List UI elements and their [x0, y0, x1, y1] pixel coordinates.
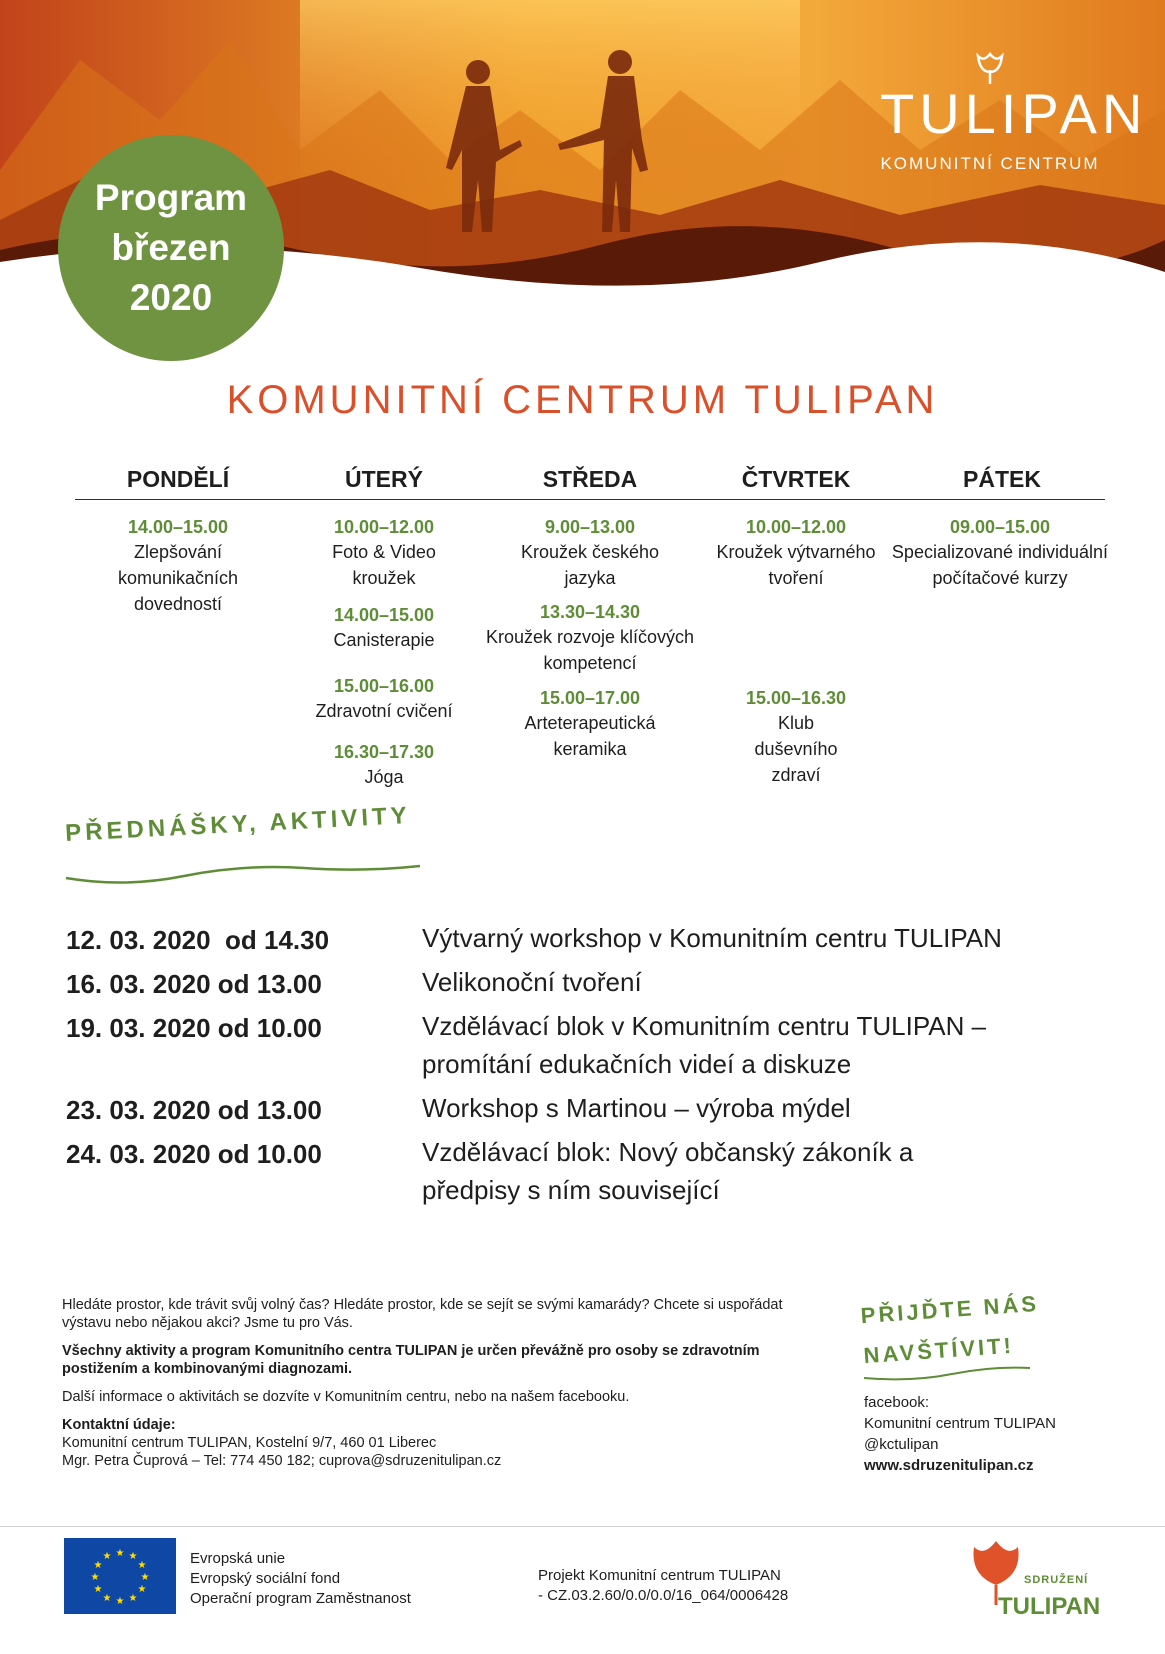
- schedule-desc: Kroužek českého jazyka: [520, 542, 660, 588]
- schedule-item: [68, 515, 288, 617]
- svg-text:★: ★: [90, 1572, 100, 1583]
- brand2-name: TULIPAN: [998, 1593, 1101, 1620]
- svg-text:★: ★: [115, 1548, 125, 1559]
- svg-text:★: ★: [93, 1560, 103, 1571]
- project-line2: - CZ.03.2.60/0.0/0.0/16_064/0006428: [538, 1587, 789, 1604]
- facebook-handle[interactable]: @kctulipan: [864, 1436, 939, 1453]
- section-title: PŘEDNÁŠKY, AKTIVITY: [64, 801, 412, 848]
- day-wednesday: STŘEDA: [542, 466, 638, 492]
- badge-line3: 2020: [129, 277, 213, 318]
- day-friday: PÁTEK: [963, 466, 1041, 492]
- day-monday: PONDĚLÍ: [126, 466, 230, 492]
- schedule-time: 09.00–15.00: [949, 517, 1051, 537]
- facebook-label: facebook:: [864, 1394, 930, 1411]
- visit-line2: NAVŠTÍVIT!: [862, 1332, 1015, 1369]
- schedule-desc: Foto & Video kroužek: [332, 542, 436, 588]
- schedule-time: 14.00–15.00: [127, 517, 229, 537]
- visit-line1: PŘIJĎTE NÁS: [859, 1290, 1040, 1329]
- lecture-title: Vzdělávací blok: Nový občanský zákoník a předpisy s ním související: [422, 1137, 914, 1205]
- schedule-desc: Klub duševního zdraví: [754, 713, 838, 785]
- svg-text:★: ★: [115, 1596, 125, 1607]
- info-intro: Hledáte prostor, kde trávit svůj volný čas? Hledáte prostor, kde se sejít se svými kamarády? Chcete si uspořádat výstavu nebo nějakou akci? Jsme tu pro Vás.: [62, 1297, 783, 1331]
- eu-line2: Evropský sociální fond: [190, 1570, 341, 1587]
- svg-text:★: ★: [93, 1584, 103, 1595]
- schedule-desc: Kroužek výtvarného tvoření: [716, 542, 876, 588]
- lecture-date: 24. 03. 2020 od 10.00: [66, 1139, 322, 1169]
- svg-text:★: ★: [137, 1560, 147, 1571]
- eu-funding-text: [190, 1549, 411, 1609]
- schedule-item: [274, 515, 494, 591]
- tulipan-logo: [880, 48, 1148, 174]
- visit-underline: [862, 1362, 1032, 1386]
- lecture-title: Výtvarný workshop v Komunitním centru TULIPAN: [422, 923, 1002, 953]
- eu-line1: Evropská unie: [190, 1550, 286, 1567]
- schedule-desc: Zdravotní cvičení: [315, 701, 453, 721]
- schedule-item: [460, 600, 720, 676]
- lecture-date: 16. 03. 2020 od 13.00: [66, 969, 322, 999]
- section-underline: [64, 852, 424, 892]
- logo-name: TULIPAN: [880, 82, 1148, 145]
- project-info: [538, 1566, 788, 1606]
- schedule-time: 10.00–12.00: [745, 517, 847, 537]
- schedule-time: 15.00–17.00: [539, 688, 641, 708]
- social-contact: [864, 1392, 1056, 1476]
- lecture-date: 23. 03. 2020 od 13.00: [66, 1095, 322, 1125]
- lecture-title: Velikonoční tvoření: [422, 967, 642, 997]
- weekly-schedule: [75, 510, 1109, 787]
- info-more: Další informace o aktivitách se dozvíte v Komunitním centru, nebo na našem facebooku.: [62, 1389, 630, 1405]
- logo-subtitle: KOMUNITNÍ CENTRUM: [880, 154, 1100, 173]
- schedule-time: 10.00–12.00: [333, 517, 435, 537]
- lecture-title: Workshop s Martinou – výroba mýdel: [422, 1093, 851, 1123]
- lecture-date: 12. 03. 2020 od 14.30: [66, 925, 330, 955]
- schedule-desc: Arteterapeutická keramika: [524, 713, 656, 759]
- schedule-time: 15.00–16.00: [333, 676, 435, 696]
- svg-text:★: ★: [128, 1593, 138, 1604]
- schedule-time: 9.00–13.00: [544, 517, 636, 537]
- schedule-time: 13.30–14.30: [539, 602, 641, 622]
- program-badge: [58, 135, 284, 361]
- day-thursday: ČTVRTEK: [741, 466, 851, 492]
- schedule-time: 16.30–17.30: [333, 742, 435, 762]
- svg-text:★: ★: [140, 1572, 150, 1583]
- schedule-item: [885, 515, 1115, 591]
- sdruzeni-tulipan-logo-icon: [966, 1535, 1106, 1645]
- facebook-name[interactable]: Komunitní centrum TULIPAN: [864, 1415, 1057, 1432]
- schedule-time: 15.00–16.30: [745, 688, 847, 708]
- schedule-item: [274, 674, 494, 724]
- lecture-date: 19. 03. 2020 od 10.00: [66, 1013, 322, 1043]
- info-block: [62, 1296, 822, 1470]
- schedule-desc: Canisterapie: [333, 630, 435, 650]
- schedule-item: [480, 686, 700, 762]
- svg-text:★: ★: [102, 1593, 112, 1604]
- info-target-group: Všechny aktivity a program Komunitního centra TULIPAN je určen převážně pro osoby se zdravotním postižením a kombinovanými diagnozami.: [62, 1343, 760, 1377]
- schedule-desc: Jóga: [364, 767, 404, 787]
- schedule-desc: Kroužek rozvoje klíčových kompetencí: [485, 627, 695, 673]
- svg-text:★: ★: [137, 1584, 147, 1595]
- website-link[interactable]: www.sdruzenitulipan.cz: [864, 1457, 1034, 1474]
- contact-person: Mgr. Petra Čuprová – Tel: 774 450 182; cuprova@sdruzenitulipan.cz: [62, 1453, 502, 1469]
- contact-label: Kontaktní údaje:: [62, 1417, 176, 1433]
- lecture-title: Vzdělávací blok v Komunitním centru TULIPAN – promítání edukačních videí a diskuze: [422, 1011, 987, 1079]
- weekday-header: [75, 466, 1105, 500]
- svg-text:★: ★: [128, 1551, 138, 1562]
- page-title: KOMUNITNÍ CENTRUM TULIPAN: [226, 378, 939, 422]
- day-tuesday: ÚTERÝ: [345, 466, 423, 492]
- badge-line1: Program: [94, 177, 248, 218]
- schedule-item: [480, 515, 700, 591]
- svg-text:★: ★: [102, 1551, 112, 1562]
- schedule-item: [686, 515, 906, 591]
- badge-line2: březen: [111, 227, 231, 268]
- schedule-desc: Zlepšování komunikačních dovedností: [117, 542, 239, 614]
- schedule-desc: Specializované individuální počítačové kurzy: [891, 542, 1109, 588]
- contact-address: Komunitní centrum TULIPAN, Kostelní 9/7, 460 01 Liberec: [62, 1435, 437, 1451]
- eu-flag-icon: [64, 1538, 176, 1614]
- schedule-item: [686, 686, 906, 788]
- schedule-item: [274, 740, 494, 790]
- project-line1: Projekt Komunitní centrum TULIPAN: [538, 1567, 781, 1584]
- eu-line3: Operační program Zaměstnanost: [190, 1590, 411, 1607]
- tulip-icon: [970, 48, 1010, 88]
- schedule-time: 14.00–15.00: [333, 605, 435, 625]
- footer-divider: [0, 1526, 1165, 1527]
- brand2-small-text: SDRUŽENÍ: [1024, 1574, 1089, 1586]
